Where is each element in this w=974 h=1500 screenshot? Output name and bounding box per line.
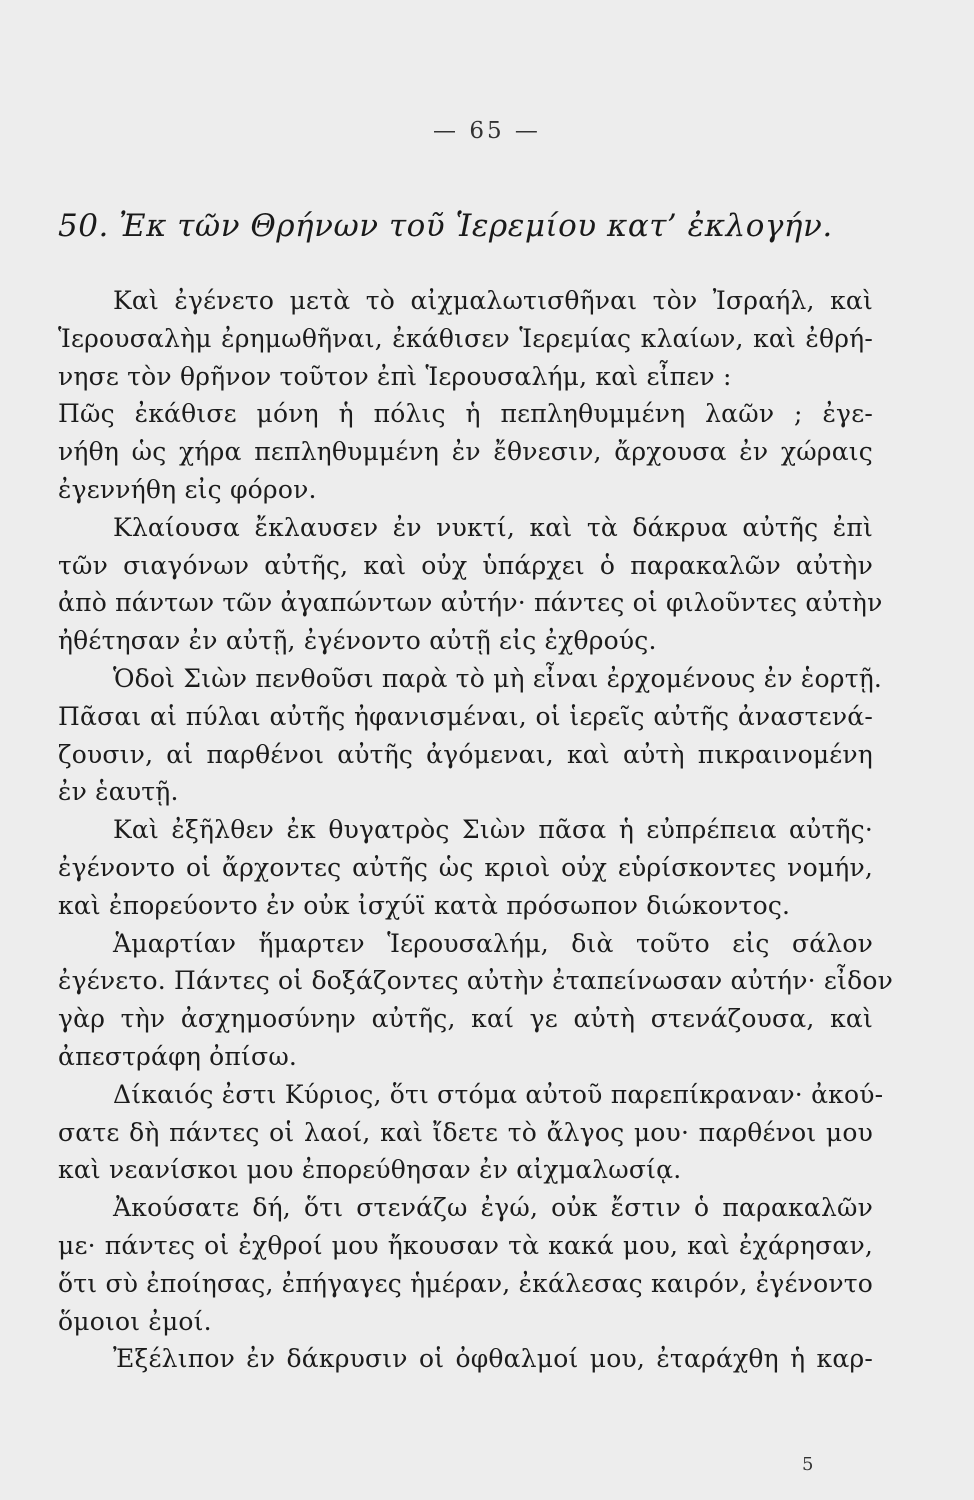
text-line: Πᾶσαι αἱ πύλαι αὐτῆς ἠφανισμέναι, οἱ ἱερεῖς αὐτῆς ἀναστενά- <box>58 701 873 731</box>
text-line: νησε τὸν θρῆνον τοῦτον ἐπὶ Ἱερουσαλήμ, καὶ εἶπεν : <box>58 361 732 391</box>
text-line: Καὶ ἐξῆλθεν ἐκ θυγατρὸς Σιὼν πᾶσα ἡ εὐπρέπεια αὐτῆς· <box>113 815 873 845</box>
text-line: καὶ ἐπορεύοντο ἐν οὐκ ἰσχύϊ κατὰ πρόσωπον διώκοντος. <box>58 890 791 920</box>
text-line: ἠθέτησαν ἐν αὐτῇ, ἐγένοντο αὐτῇ εἰς ἐχθρούς. <box>58 626 657 656</box>
text-line: Ἀκούσατε δή, ὅτι στενάζω ἐγώ, οὐκ ἔστιν ὁ παρακαλῶν <box>113 1193 873 1223</box>
text-line: Πῶς ἐκάθισε μόνη ἡ πόλις ἡ πεπληθυμμένη λαῶν ; ἐγε- <box>58 399 873 429</box>
text-line: καὶ νεανίσκοι μου ἐπορεύθησαν ἐν αἰχμαλωσίᾳ. <box>58 1155 682 1185</box>
text-line: Ἁμαρτίαν ἥμαρτεν Ἱερουσαλήμ, διὰ τοῦτο εἰς σάλον <box>113 928 873 958</box>
text-line: ζουσιν, αἱ παρθένοι αὐτῆς ἀγόμεναι, καὶ αὐτὴ πικραινομένη <box>58 739 873 769</box>
text-line: τῶν σιαγόνων αὐτῆς, καὶ οὐχ ὑπάρχει ὁ παρακαλῶν αὐτὴν <box>58 550 873 580</box>
section-heading: 50. Ἐκ τῶν Θρήνων τοῦ Ἱερεμίου κατ’ ἐκλογήν. <box>58 208 833 244</box>
text-line: Δίκαιός ἐστι Κύριος, ὅτι στόμα αὐτοῦ παρεπίκραναν· ἀκού- <box>113 1079 884 1109</box>
text-line: ὅτι σὺ ἐποίησας, ἐπήγαγες ἡμέραν, ἐκάλεσας καιρόν, ἐγένοντο <box>58 1268 873 1298</box>
text-line: ἐγένετο. Πάντες οἱ δοξάζοντες αὐτὴν ἐταπείνωσαν αὐτήν· εἶδον <box>58 966 893 996</box>
text-line: ἀπεστράφη ὀπίσω. <box>58 1041 298 1071</box>
text-line: ὅμοιοι ἐμοί. <box>58 1306 212 1336</box>
text-line: Ὁδοὶ Σιὼν πενθοῦσι παρὰ τὸ μὴ εἶναι ἐρχομένους ἐν ἑορτῇ. <box>113 663 883 693</box>
body-text <box>58 282 893 1378</box>
text-line: Κλαίουσα ἔκλαυσεν ἐν νυκτί, καὶ τὰ δάκρυα αὐτῆς ἐπὶ <box>113 512 873 542</box>
text-line: ἀπὸ πάντων τῶν ἀγαπώντων αὐτήν· πάντες οἱ φιλοῦντες αὐτὴν <box>58 588 883 618</box>
text-line: νήθη ὡς χήρα πεπληθυμμένη ἐν ἔθνεσιν, ἄρχουσα ἐν χώραις <box>58 437 873 467</box>
signature-mark: 5 <box>802 1454 814 1475</box>
text-line: ἐγένοντο οἱ ἄρχοντες αὐτῆς ὡς κριοὶ οὐχ εὑρίσκοντες νομήν, <box>58 852 873 882</box>
text-line: σατε δὴ πάντες οἱ λαοί, καὶ ἴδετε τὸ ἄλγος μου· παρθένοι μου <box>58 1117 873 1147</box>
text-line: ἐγεννήθη εἰς φόρον. <box>58 474 317 504</box>
text-line: Ἐξέλιπον ἐν δάκρυσιν οἱ ὀφθαλμοί μου, ἐταράχθη ἡ καρ- <box>113 1344 873 1374</box>
text-line: Ἱερουσαλὴμ ἐρημωθῆναι, ἐκάθισεν Ἱερεμίας κλαίων, καὶ ἐθρή- <box>58 323 873 353</box>
text-line: ἐν ἑαυτῇ. <box>58 777 179 807</box>
page-number: — 65 — <box>433 118 541 144</box>
text-line: με· πάντες οἱ ἐχθροί μου ἤκουσαν τὰ κακά μου, καὶ ἐχάρησαν, <box>58 1230 873 1260</box>
text-line: Καὶ ἐγένετο μετὰ τὸ αἰχμαλωτισθῆναι τὸν Ἰσραήλ, καὶ <box>113 286 873 315</box>
text-line: γὰρ τὴν ἀσχημοσύνην αὐτῆς, καί γε αὐτὴ στενάζουσα, καὶ <box>58 1004 873 1034</box>
